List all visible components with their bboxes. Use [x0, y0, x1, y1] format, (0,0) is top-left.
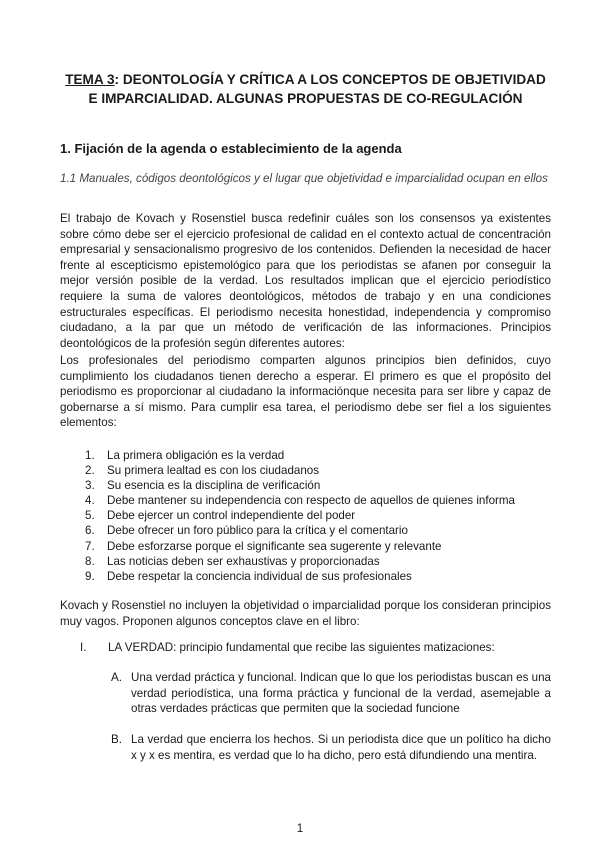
section-heading: 1. Fijación de la agenda o establecimiento de la agenda — [60, 141, 402, 156]
list-item — [60, 569, 515, 584]
paragraph: El trabajo de Kovach y Rosenstiel busca redefinir cuáles son los consensos ya existentes sobre cómo debe ser el ejercicio profesional de calidad en el contexto actual de concentración empresarial y sensacionalismo progresivo de los contenidos. Defienden la necesidad de hacer frente al escepticismo epistemológico para que los periodistas se afanen por conseguir la mejor versión posible de la verdad. Los resultados implican que el ejercicio periodístico requiere la suma de valores deontológicos, métodos de trabajo y en una condiciones estructurales específicas. El periodismo necesita honestidad, independencia y compromiso ciudadano, a la par que un método de verificación de las informaciones. Principios deontológicos de la profesión según diferentes autores: — [60, 212, 551, 350]
list-number: 8. — [85, 554, 95, 568]
sublist-text: Una verdad práctica y funcional. Indican que lo que los periodistas buscan es una verdad periodística, una forma práctica y funcional de la verdad, asemejable a otras verdades prácticas que permiten que la sociedad funcione — [131, 671, 551, 716]
subsection-heading: 1.1 Manuales, códigos deontológicos y el lugar que objetividad e imparcialidad ocupan en ellos — [60, 172, 548, 185]
sublist-item — [111, 670, 551, 717]
sublist-text: La verdad que encierra los hechos. Si un periodista dice que un político ha dicho x y x es mentira, es verdad que lo ha dicho, pero está difundiendo una mentira. — [131, 733, 551, 762]
list-text: Su primera lealtad es con los ciudadanos — [107, 464, 320, 478]
list-number: 1. — [85, 449, 95, 462]
sublist-letter: A. — [111, 671, 122, 684]
list-item — [60, 493, 515, 508]
document-title — [60, 71, 551, 108]
list-item — [60, 478, 515, 493]
list-text: Debe ejercer un control independiente del poder — [107, 509, 356, 523]
list-text: Debe esforzarse porque el significante sea sugerente y relevante — [107, 539, 442, 553]
list-text: Debe respetar la conciencia individual de sus profesionales — [107, 569, 412, 583]
title-text: : DEONTOLOGÍA Y CRÍTICA A LOS CONCEPTOS DE OBJETIVIDAD E IMPARCIALIDAD. ALGUNAS PROPUESTAS DE CO-REGULACIÓN — [88, 72, 546, 106]
list-number: 9. — [85, 569, 95, 583]
list-number: 2. — [85, 464, 95, 478]
list-text: La primera obligación es la verdad — [107, 449, 285, 462]
list-number: 3. — [85, 479, 95, 493]
list-item — [60, 539, 515, 554]
list-text: Debe ofrecer un foro público para la crítica y el comentario — [107, 524, 408, 538]
list-text: Las noticias deben ser exhaustivas y proporcionadas — [107, 554, 380, 568]
list-item — [60, 448, 515, 463]
list-number: 6. — [85, 524, 95, 538]
list-text: Su esencia es la disciplina de verificación — [107, 479, 321, 493]
list-item — [60, 463, 515, 478]
list-item — [60, 554, 515, 569]
paragraph: Kovach y Rosenstiel no incluyen la objetividad o imparcialidad porque los consideran principios muy vagos. Proponen algunos conceptos clave en el libro: — [60, 599, 551, 628]
numbered-list — [60, 448, 515, 584]
list-number: 5. — [85, 509, 95, 523]
list-number: 4. — [85, 494, 95, 508]
topic-label: TEMA 3 — [65, 72, 115, 87]
list-text: Debe mantener su independencia con respecto de aquellos de quienes informa — [107, 494, 515, 508]
sublist-letter: B. — [111, 733, 122, 746]
list-item — [60, 523, 515, 538]
list-number: 7. — [85, 539, 95, 553]
paragraph: Los profesionales del periodismo comparten algunos principios bien definidos, cuyo cumplimiento los ciudadanos tienen derecho a esperar. El primero es que el propósito del periodismo es proporcionar al ciudadano la informaciónque necesita para ser libre y capaz de gobernarse a sí mismo. Para cumplir esa tarea, el periodismo debe ser fiel a los siguientes elementos: — [60, 354, 551, 430]
roman-text: LA VERDAD: principio fundamental que recibe las siguientes matizaciones: — [108, 641, 495, 654]
list-item — [60, 508, 515, 523]
roman-number: I. — [80, 641, 87, 654]
page-number: 1 — [296, 822, 304, 835]
sublist-item — [111, 732, 551, 763]
